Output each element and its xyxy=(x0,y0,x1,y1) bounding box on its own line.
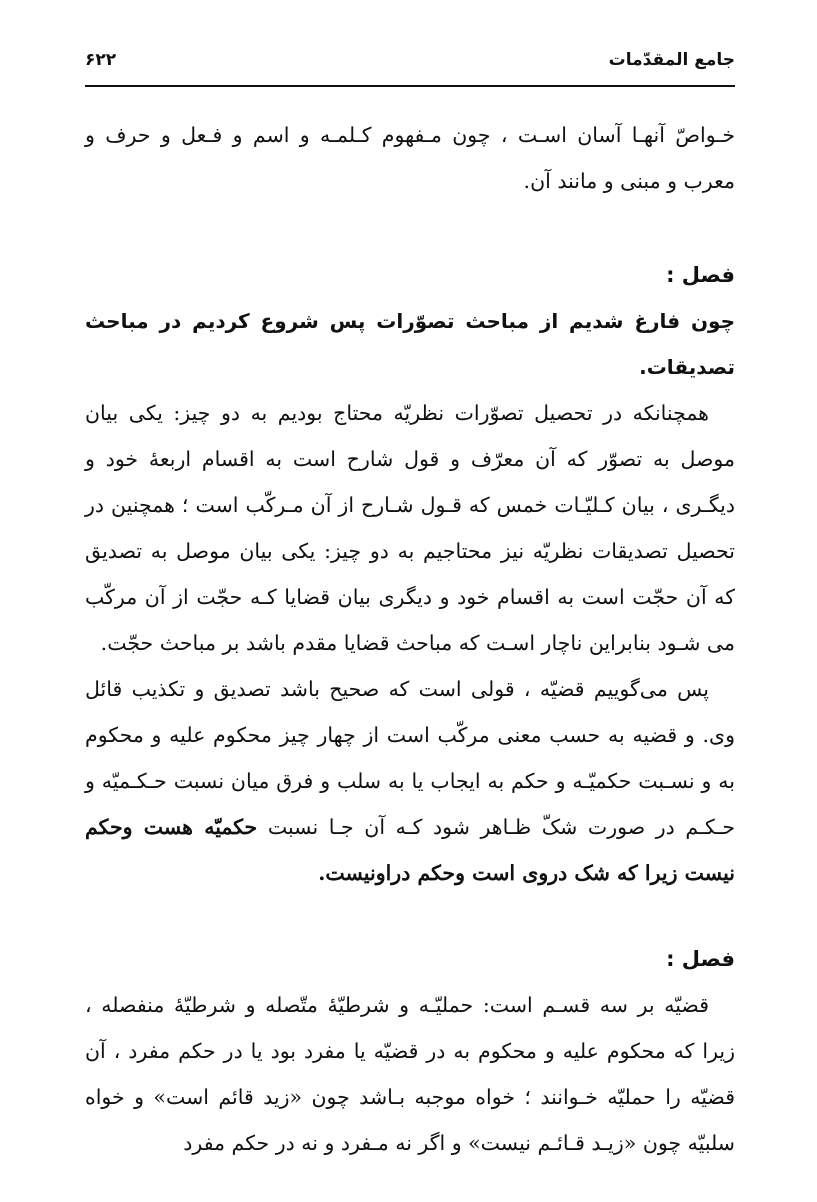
section-heading: فصل : xyxy=(666,263,735,287)
paragraph-continued: خـواصّ آنهـا آسان اسـت ، چون مـفهوم کـلمـه و اسم و فـعل و حرف و معرب و مبنی و مانند آن. xyxy=(85,123,735,193)
section-heading: فصل : xyxy=(666,947,735,971)
running-title: جامع المقدّمات xyxy=(608,50,735,70)
paragraph: همچنانکه در تحصیل تصوّرات نظریّه محتاج بودیم به دو چیز: یکی بیان موصل به تصوّر که آن معرّف و قول شارح است به اقسام اربعهٔ خود و دیگـری ، بیان کـلیّـات خمس که قـول شـارح از آن مـرکّب است ؛ همچنین در تحصیل تصدیقات نظریّه نیز محتاجیم به دو چیز: یکی بیان موصل به تصدیق که آن حجّت است به اقسام خود و دیگری بیان قضایا کـه حجّت از آن مرکّب می شـود بنابراین ناچار اسـت که مباحث قضایا مقدم باشد بر مباحث حجّت. xyxy=(85,401,735,655)
paragraph: قضیّه بر سه قسـم است: حملیّـه و شرطیّهٔ متّصله و شرطیّهٔ منفصله ، زیرا که محکوم علیه و محکوم به در قضیّه یا مفرد بود یا در حکم مفرد ، آن قضیّه را حملیّه خـوانند ؛ خواه موجبه بـاشد چون «زید قائم است» و خواه سلبیّه چون «زیـد قـائـم نیست» و اگر نه مـفرد و نه در حکم مفرد xyxy=(85,993,735,1155)
header-rule xyxy=(85,85,735,87)
page-number: ۶۲۲ xyxy=(85,50,117,70)
page-header xyxy=(85,44,735,84)
paragraph-bold-end: حکمیّه هست وحکم نیست زیرا که شک دروی است وحکم دراونیست. xyxy=(85,815,735,885)
page-body xyxy=(85,112,735,1166)
paragraph-text: پس می‌گوییم قضیّه ، قولی است که صحیح باشد تصدیق و تکذیب قائل وی. و قضیه به حسب معنی مرکّب است از چهار چیز محکوم علیه و محکوم به و نسـبت حکمیّـه و حکم به ایجاب یا به سلب و فرق میان نسبت حـکـمیّه و حـکـم در صورت شکّ ظـاهر شود کـه آن جـا نسبت xyxy=(85,677,735,839)
section-subheading: چون فارغ شدیم از مباحث تصوّرات پس شروع کردیم در مباحث تصدیقات. xyxy=(85,309,735,379)
section-gap xyxy=(85,896,735,936)
paragraph xyxy=(85,666,735,896)
section-gap xyxy=(85,204,735,252)
